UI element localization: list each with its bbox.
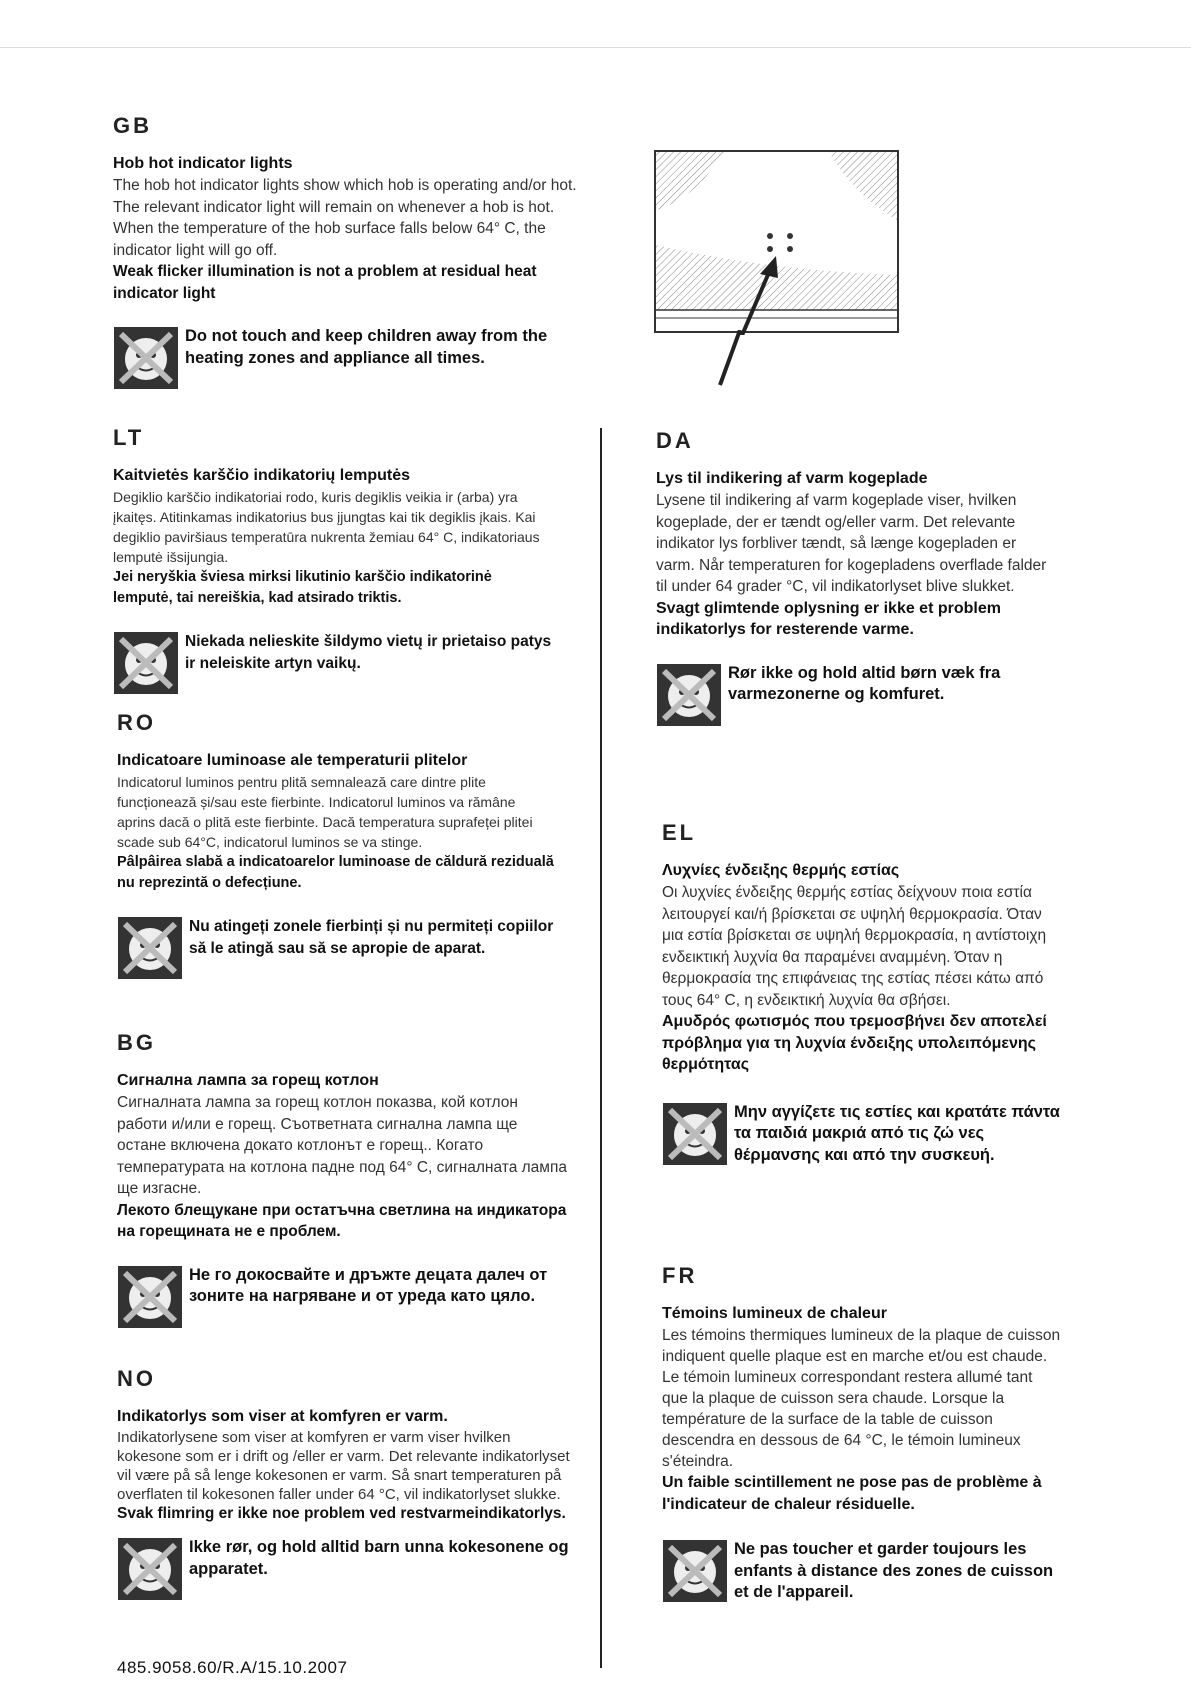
lang-code: FR (662, 1263, 698, 1288)
section-note: Un faible scintillement ne pose pas de problème à l'indicateur de chaleur résiduelle. (662, 1474, 1042, 1513)
section-heading: Indicatoare luminoase ale temperaturii plitelor (117, 752, 468, 769)
warning-text: Nu atingeți zonele fierbinți și nu permiteți copiilor să le atingă sau să se apropie de aparat. (189, 918, 554, 957)
section-body: Οι λυχνίες ένδειξης θερμής εστίας δείχνουν ποια εστία λειτουργεί και/ή βρίσκεται σε υψηλή θερμοκρασία. Όταν μια εστία βρίσκεται σε υψηλή θερμοκρασία, η αντίστοιχη ενδεικτική λυχνία θα παραμένει αναμμένη. Όταν η θερμοκρασία της επιφάνειας της εστίας πέσει κάτω από τους 64° C, η ενδεικτική λυχνία θα σβήσει. (662, 884, 1047, 1009)
no-touch-child-icon (662, 1539, 728, 1603)
arrow-icon (700, 330, 760, 390)
hob-indicator-figure (654, 150, 899, 335)
section-fr (662, 1263, 1062, 1604)
section-body: The hob hot indicator lights show which hob is operating and/or hot. The relevant indicator light will remain on whenever a hob is hot. When the temperature of the hob surface falls below 64° C, the indicator light will go off. (113, 177, 577, 259)
section-heading: Témoins lumineux de chaleur (662, 1305, 887, 1322)
lang-code: LT (113, 425, 145, 450)
warning-block (113, 631, 553, 695)
warning-block (656, 663, 1056, 727)
section-body: Indicatorul luminos pentru plită semnalează care dintre plite funcționează și/sau este fierbinte. Indicatorul luminos va rămâne aprins dacă o plită este fierbinte. Dacă temperatura suprafeței plitei scade sub 64°C, indicatorul luminos se va stinge. (117, 774, 533, 850)
section-lt (113, 425, 553, 695)
section-body: Lysene til indikering af varm kogeplade viser, hvilken kogeplade, der er tændt og/eller varm. Det relevante indikator lys forbliver tændt, så længe kogepladen er varm. Når temperaturen for kogepladens overflade falder til under 64 grader °C, vil indikatorlyset blive slukket. (656, 492, 1047, 595)
section-body: Les témoins thermiques lumineux de la plaque de cuisson indiquent quelle plaque est en marche et/ou est chaude. Le témoin lumineux correspondant restera allumé tant que la plaque de cuisson sera chaude. Lorsque la température de la surface de la table de cuisson descendra en dessous de 64 °C, le témoin lumineux s'éteindra. (662, 1327, 1061, 1470)
warning-text: Rør ikke og hold altid børn væk fra varmezonerne og komfuret. (728, 663, 1001, 703)
section-note: Pâlpâirea slabă a indicatoarelor luminoase de căldură reziduală nu reprezintă o defecțiune. (117, 854, 554, 891)
top-rule (0, 47, 1191, 48)
no-touch-child-icon (117, 1265, 183, 1329)
warning-block (662, 1102, 1062, 1167)
lang-code: RO (117, 710, 156, 735)
section-da (656, 428, 1056, 727)
section-note: Svak flimring er ikke noe problem ved restvarmeindikatorlys. (117, 1505, 566, 1522)
warning-block (117, 916, 557, 980)
section-heading: Λυχνίες ένδειξης θερμής εστίας (662, 862, 900, 879)
no-touch-child-icon (113, 631, 179, 695)
section-note: Weak flicker illumination is not a problem at residual heat indicator light (113, 263, 537, 302)
warning-text: Do not touch and keep children away from the heating zones and appliance all times. (185, 327, 548, 367)
lang-code: EL (662, 820, 697, 845)
section-body: Degiklio karščio indikatoriai rodo, kuris degiklis veikia ir (arba) yra įkaitęs. Atitinkamas indikatorius bus įjungtas kai tik degiklis įkais. Kai degiklio paviršiaus temperatūra nukrenta žemiau 64° C, indikatoriaus lemputė išsijungia. (113, 489, 540, 565)
lang-code: DA (656, 428, 694, 453)
section-note: Svagt glimtende oplysning er ikke et problem indikatorlys for resterende varme. (656, 599, 1001, 638)
section-note: Jei neryškia šviesa mirksi likutinio karščio indikatorinė lemputė, tai nereiškia, kad atsirado triktis. (113, 569, 492, 606)
lang-code: NO (117, 1366, 156, 1391)
section-heading: Hob hot indicator lights (113, 155, 293, 172)
document-code: 485.9058.60/R.A/15.10.2007 (117, 1658, 348, 1677)
section-body: Сигналната лампа за горещ котлон показва, кой котлон работи и/или е горещ. Съответната сигнална лампа ще остане включена докато котлонът е горещ.. Когато температурата на котлона падне под 64° C, сигналната лампа ще изгасне. (117, 1094, 567, 1197)
lang-code: BG (117, 1030, 156, 1055)
no-touch-child-icon (117, 916, 183, 980)
section-bg (117, 1030, 567, 1329)
lang-code: GB (113, 113, 152, 138)
warning-text: Μην αγγίζετε τις εστίες και κρατάτε πάντα τα παιδιά μακριά από τις ζώ νες θέρμανσης και από την συσκευή. (734, 1102, 1060, 1164)
no-touch-child-icon (662, 1102, 728, 1166)
section-el (662, 820, 1062, 1166)
warning-block (117, 1265, 567, 1329)
section-note: Лекото блещукане при остатъчна светлина на индикатора на горещината не е проблем. (117, 1201, 567, 1240)
section-heading: Сигнална лампа за горещ котлон (117, 1072, 379, 1089)
warning-block (113, 326, 583, 390)
no-touch-child-icon (113, 326, 179, 390)
section-heading: Indikatorlys som viser at komfyren er varm. (117, 1408, 448, 1425)
warning-block (117, 1537, 577, 1601)
section-gb (113, 113, 583, 390)
no-touch-child-icon (656, 663, 722, 727)
warning-text: Не го докосвайте и дръжте децата далеч от зоните на нагряване и от уреда като цяло. (189, 1265, 548, 1305)
warning-block (662, 1539, 1062, 1604)
section-heading: Kaitvietės karščio indikatorių lemputės (113, 467, 410, 484)
section-ro (117, 710, 557, 980)
warning-text: Niekada nelieskite šildymo vietų ir prietaiso patys ir neleiskite artyn vaikų. (185, 633, 552, 672)
column-divider (600, 428, 602, 1668)
section-note: Αμυδρός φωτισμός που τρεμοσβήνει δεν αποτελεί πρόβλημα για τη λυχνία ένδειξης υπολειπόμενης θερμότητας (662, 1013, 1047, 1073)
section-body: Indikatorlysene som viser at komfyren er varm viser hvilken kokesone som er i drift og /eller er varm. Det relevante indikatorlyset vil være på så lenge kokesonen er varm. Så snart temperaturen på overflaten til kokesonen faller under 64 °C, vil indikatorlyset slukke. (117, 1429, 570, 1503)
warning-text: Ne pas toucher et garder toujours les enfants à distance des zones de cuisson et de l'appareil. (734, 1540, 1054, 1601)
no-touch-child-icon (117, 1537, 183, 1601)
section-heading: Lys til indikering af varm kogeplade (656, 470, 928, 487)
section-no (117, 1366, 577, 1601)
warning-text: Ikke rør, og hold alltid barn unna kokesonene og apparatet. (189, 1538, 569, 1578)
